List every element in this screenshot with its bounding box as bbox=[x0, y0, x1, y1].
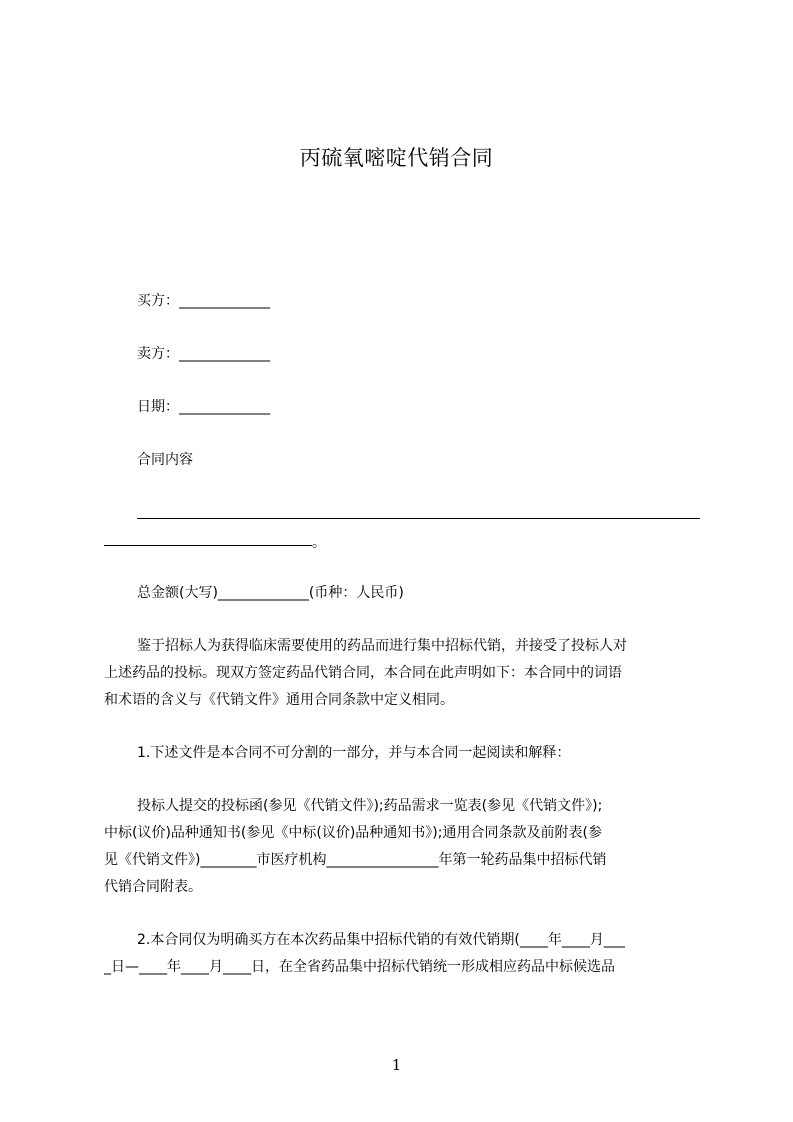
clause2-body-line-1: 2.本合同仅为明确买方在本次药品集中招标代销的有效代销期(____年____月___ bbox=[137, 932, 625, 948]
content-blank-line-1 bbox=[137, 518, 700, 519]
clause1-body-line-4: 代销合同附表。 bbox=[104, 879, 202, 895]
content-blank-period: 。 bbox=[312, 535, 326, 551]
clause2-body-line-2: _日—____年____月____日，在全省药品集中招标代销统一形成相应药品中标候选品 bbox=[104, 959, 615, 975]
document-title: 丙硫氧嘧啶代销合同 bbox=[299, 146, 494, 170]
intro-paragraph-line-3: 和术语的含义与《代销文件》通用合同条款中定义相同。 bbox=[104, 692, 454, 708]
intro-paragraph-line-2: 上述药品的投标。现双方签定药品代销合同，本合同在此声明如下：本合同中的词语 bbox=[104, 665, 622, 681]
content-blank-line-2 bbox=[104, 545, 312, 546]
total-amount-line: 总金额(大写)_____________(币种：人民币) bbox=[137, 585, 404, 601]
intro-paragraph-line-1: 鉴于招标人为获得临床需要使用的药品而进行集中招标代销，并接受了投标人对 bbox=[137, 638, 627, 654]
seller-line: 卖方：_____________ bbox=[137, 346, 270, 362]
clause1-heading: 1.下述文件是本合同不可分割的一部分，并与本合同一起阅读和解释： bbox=[137, 745, 571, 761]
buyer-line: 买方：_____________ bbox=[137, 293, 270, 309]
clause1-body-line-2: 中标(议价)品种通知书(参见《中标(议价)品种通知书》);通用合同条款及前附表(参 bbox=[104, 825, 602, 841]
date-line: 日期：_____________ bbox=[137, 399, 270, 415]
contract-content-heading: 合同内容 bbox=[137, 452, 193, 468]
page-number: 1 bbox=[391, 1056, 402, 1074]
clause1-body-line-1: 投标人提交的投标函(参见《代销文件》);药品需求一览表(参见《代销文件》); bbox=[137, 798, 603, 814]
clause1-body-line-3: 见《代销文件》)________市医疗机构________________年第一轮药品集中招标代销 bbox=[104, 852, 607, 868]
